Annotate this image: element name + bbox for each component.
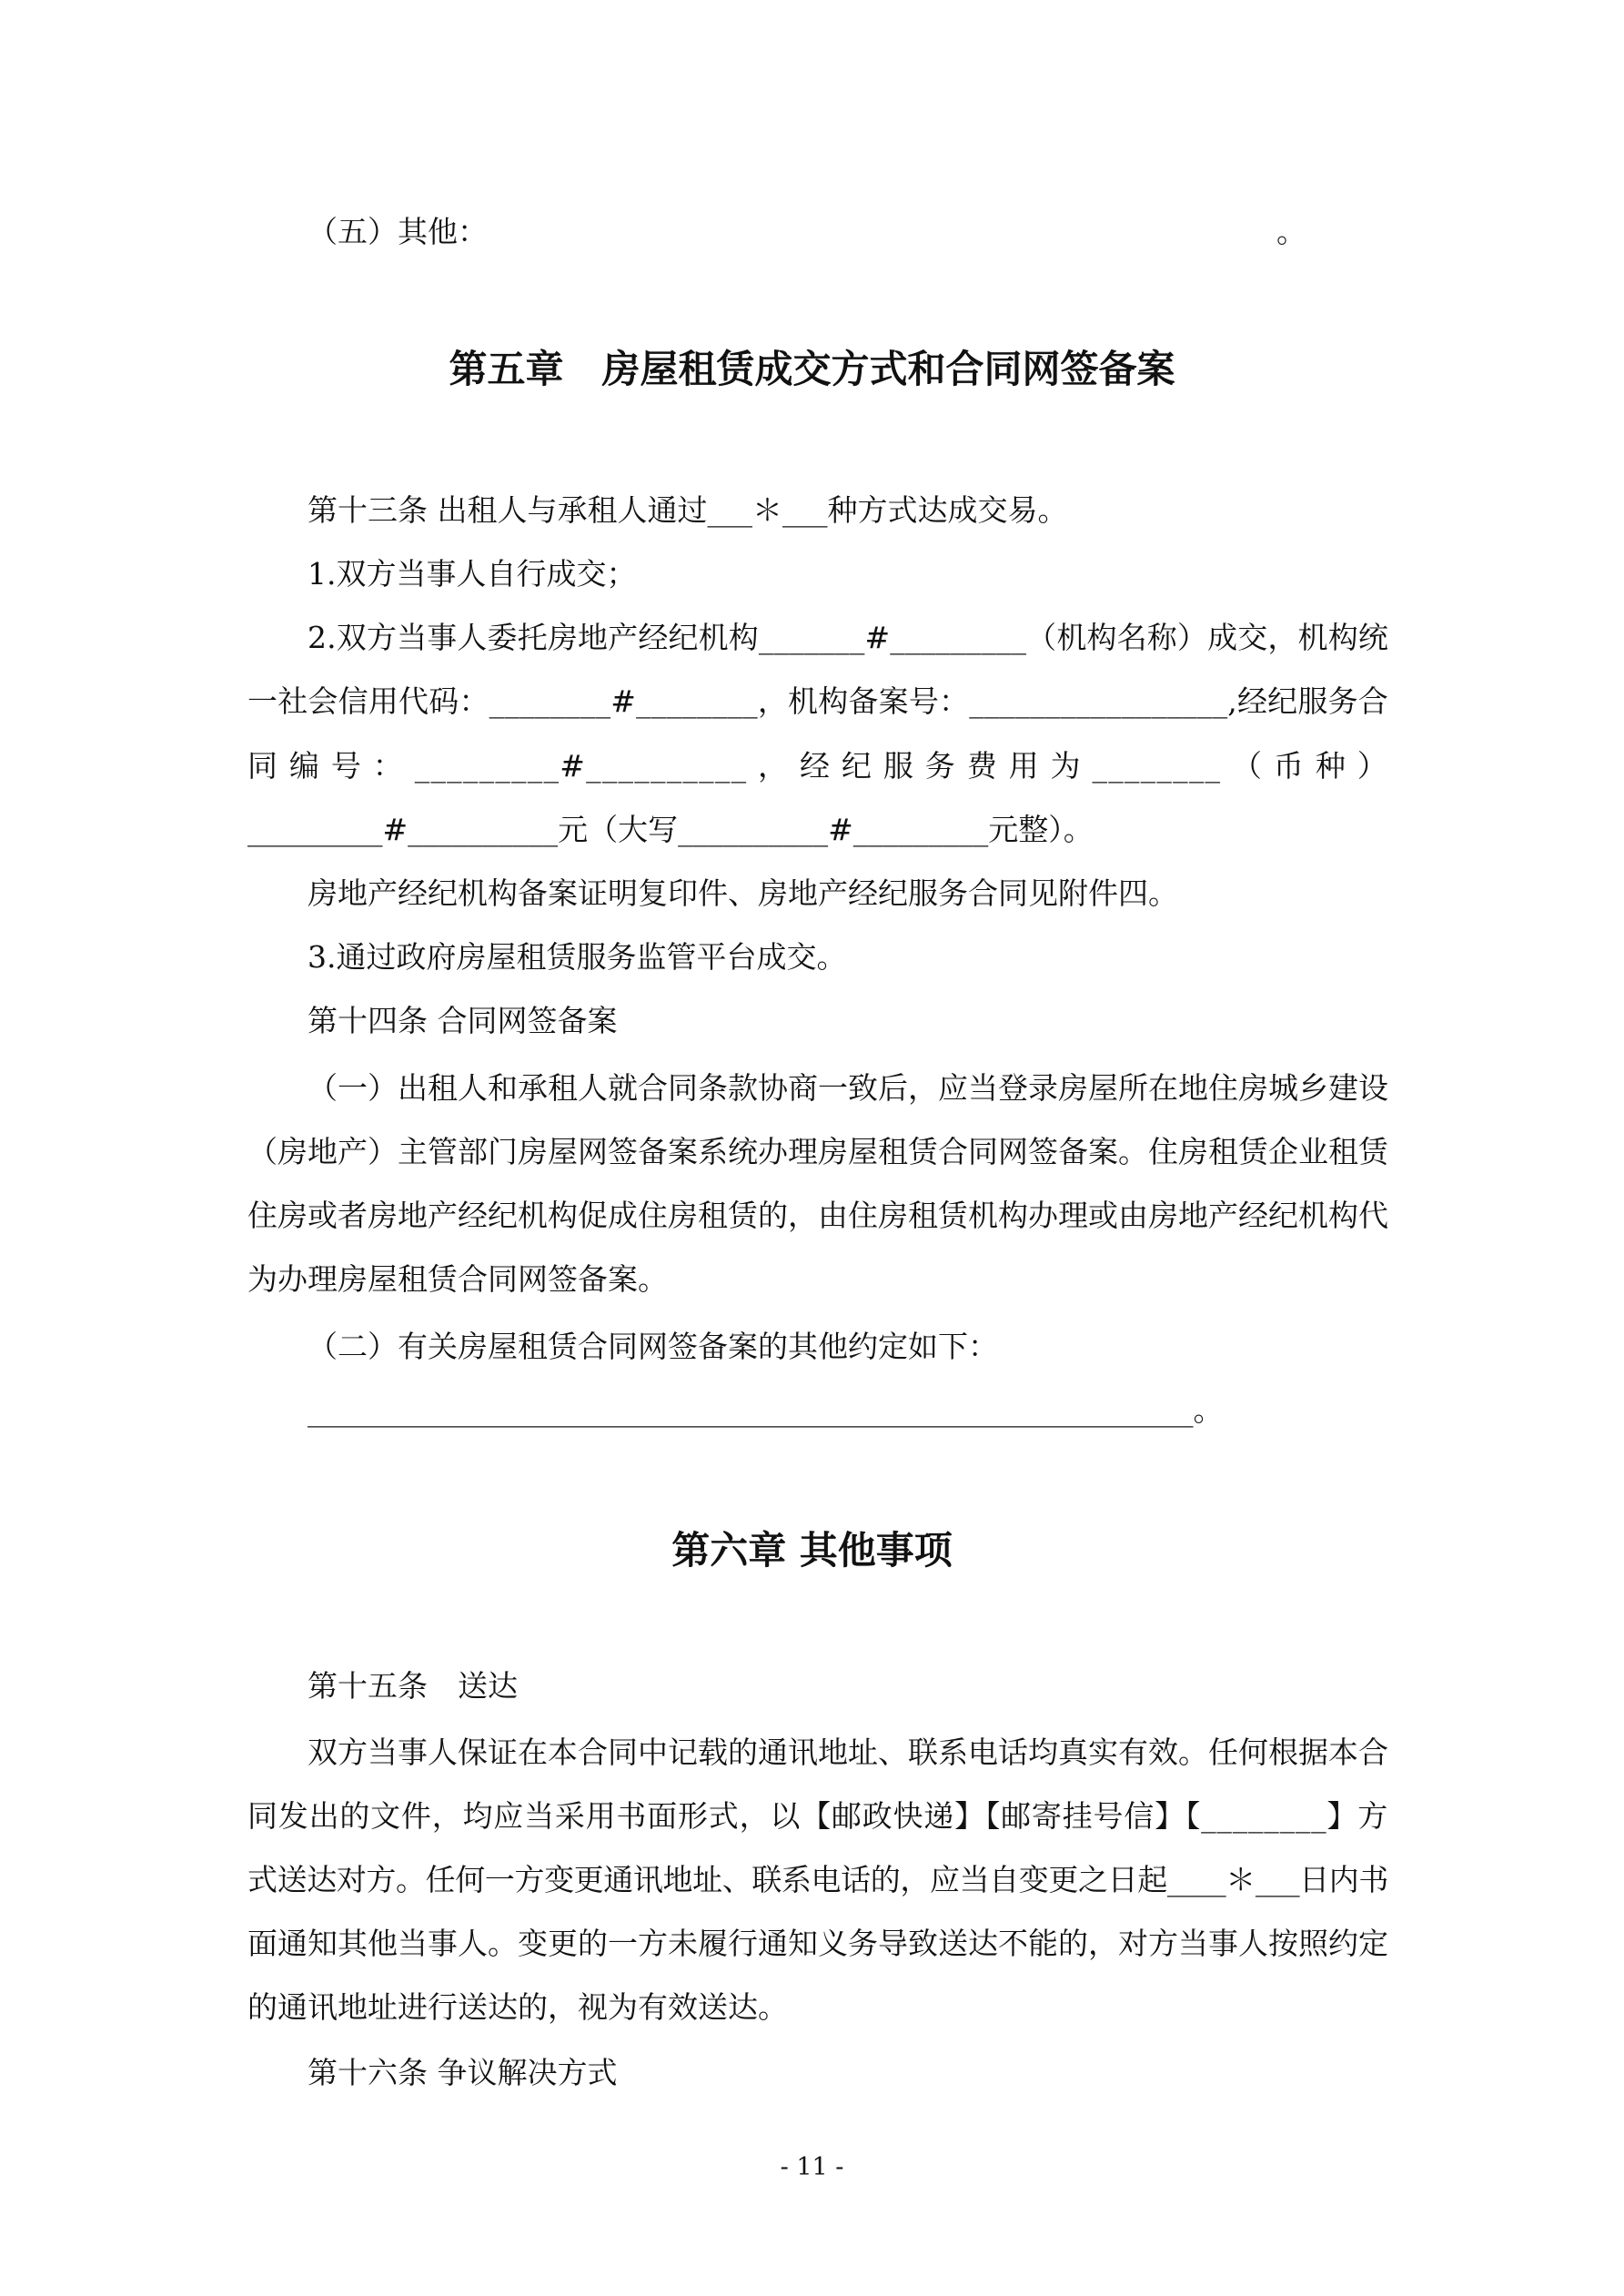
article-13-attachment-note: 房地产经纪机构备案证明复印件、房地产经纪服务合同见附件四。 bbox=[308, 875, 1178, 911]
article-14-p2: （二）有关房屋租赁合同网签备案的其他约定如下： bbox=[308, 1329, 998, 1364]
article-14-p2-blank: ___________________________________________________________。 bbox=[308, 1392, 1224, 1428]
article-14-title: 第十四条 合同网签备案 bbox=[308, 1003, 618, 1038]
page-number: - 11 - bbox=[780, 2153, 844, 2181]
chapter-6-heading: 第六章 其他事项 bbox=[671, 1528, 953, 1573]
article-13-option-1: 1.双方当事人自行成交； bbox=[308, 556, 637, 592]
article-15-line2: 同发出的文件，均应当采用书面形式，以【邮政快递】【邮寄挂号信】【________】方 bbox=[247, 1798, 1388, 1834]
article-15-title: 第十五条 送达 bbox=[308, 1668, 518, 1704]
article-15-line5: 的通讯地址进行送达的，视为有效送达。 bbox=[247, 1989, 788, 2025]
article-13-title: 第十三条 出租人与承租人通过___＊___种方式达成交易。 bbox=[308, 492, 1068, 528]
article-15-line3: 式送达对方。任何一方变更通讯地址、联系电话的，应当自变更之日起____＊___日内书 bbox=[247, 1862, 1389, 1897]
clause-other-label: （五）其他： bbox=[308, 214, 488, 249]
article-15-line4: 面通知其他当事人。变更的一方未履行通知义务导致送达不能的，对方当事人按照约定 bbox=[247, 1926, 1388, 1961]
article-13-option-2: 2.双方当事人委托房地产经纪机构_______#_________（机构名称）成交，机构统 bbox=[308, 620, 1388, 655]
chapter-5-heading: 第五章 房屋租赁成交方式和合同网签备案 bbox=[449, 347, 1175, 391]
article-13-option-3: 3.通过政府房屋租赁服务监管平台成交。 bbox=[308, 939, 847, 975]
article-13-option-2-line4: _________#__________元（大写__________#_________元整）。 bbox=[247, 812, 1094, 847]
clause-other bbox=[308, 212, 1388, 252]
article-14-p1-line4: 为办理房屋租赁合同网签备案。 bbox=[247, 1261, 668, 1297]
article-14-p1-line1: （一）出租人和承租人就合同条款协商一致后，应当登录房屋所在地住房城乡建设 bbox=[308, 1070, 1388, 1106]
article-13-option-2-line3: 同 编 号 ： _________#__________ ， 经 纪 服 务 费 用 为 ________ （ 币 种 ） bbox=[247, 748, 1388, 784]
article-14-p1-line3: 住房或者房地产经纪机构促成住房租赁的，由住房租赁机构办理或由房地产经纪机构代 bbox=[247, 1198, 1388, 1233]
clause-other-end: 。 bbox=[1276, 214, 1306, 249]
article-14-p1-line2: （房地产）主管部门房屋网签备案系统办理房屋租赁合同网签备案。住房租赁企业租赁 bbox=[247, 1134, 1388, 1169]
article-15-line1: 双方当事人保证在本合同中记载的通讯地址、联系电话均真实有效。任何根据本合 bbox=[308, 1735, 1388, 1770]
article-16-title: 第十六条 争议解决方式 bbox=[308, 2055, 618, 2090]
article-13-option-2-line2: 一社会信用代码：________#________，机构备案号：_________________,经纪服务合 bbox=[247, 683, 1388, 719]
